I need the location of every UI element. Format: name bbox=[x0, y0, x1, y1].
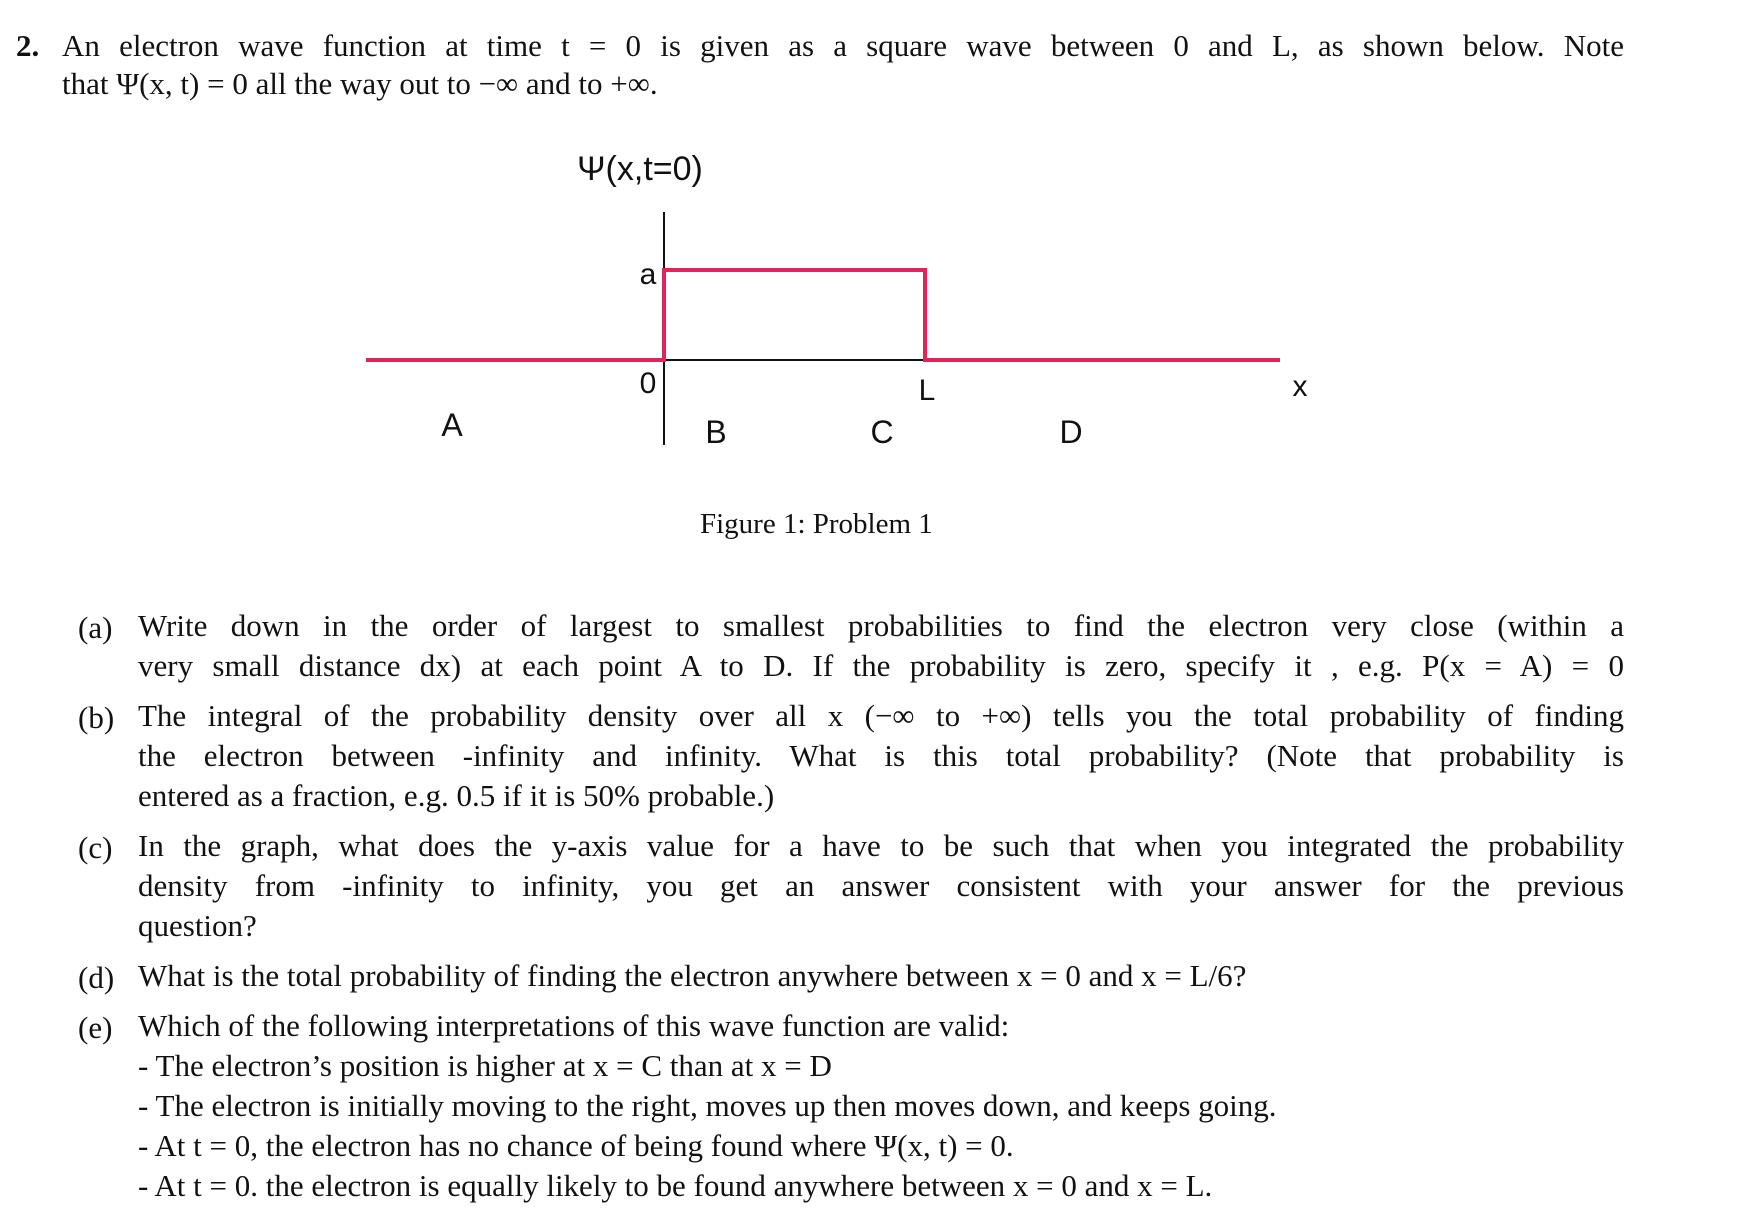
part-e-option-4: - At t = 0. the electron is equally likely to be found anywhere between x = 0 and x = L. bbox=[138, 1168, 1213, 1203]
part-e-line1: Which of the following interpretations of this wave function are valid: bbox=[138, 1008, 1010, 1043]
problem-number: 2. bbox=[16, 28, 40, 63]
tick-label-a: a bbox=[639, 258, 657, 291]
figure-ylabel: Ψ(x,t=0) bbox=[577, 150, 703, 188]
problem-statement-line1: An electron wave function at time t = 0 is given as a square wave between 0 and L, as shown below. Note bbox=[62, 28, 1624, 63]
part-b-label: (b) bbox=[78, 700, 115, 735]
part-b-line1: The integral of the probability density over all x (−∞ to +∞) tells you the total probability of finding bbox=[138, 698, 1624, 733]
point-label-C: C bbox=[870, 414, 894, 450]
part-e-label: (e) bbox=[78, 1010, 113, 1045]
part-c-label: (c) bbox=[78, 830, 113, 865]
square-wave-curve bbox=[366, 270, 1280, 360]
part-e-option-1: - The electron’s position is higher at x = C than at x = D bbox=[138, 1048, 832, 1083]
wave-function-figure bbox=[0, 120, 1758, 683]
part-d-line1: What is the total probability of finding the electron anywhere between x = 0 and x = L/6? bbox=[138, 958, 1247, 993]
part-b-line2: the electron between -infinity and infinity. What is this total probability? (Note that probability is bbox=[138, 738, 1624, 773]
part-e-option-3: - At t = 0, the electron has no chance of being found where Ψ(x, t) = 0. bbox=[138, 1128, 1014, 1163]
point-label-D: D bbox=[1059, 414, 1083, 450]
tick-label-0: 0 bbox=[639, 367, 657, 400]
point-label-B: B bbox=[705, 414, 727, 450]
figure-caption: Figure 1: Problem 1 bbox=[700, 508, 933, 540]
tick-label-L: L bbox=[918, 374, 936, 407]
part-e-option-2: - The electron is initially moving to the right, moves up then moves down, and keeps going. bbox=[138, 1088, 1277, 1123]
part-c-line1: In the graph, what does the y-axis value for a have to be such that when you integrated the probability bbox=[138, 828, 1624, 863]
point-label-A: A bbox=[441, 407, 463, 443]
part-a-label: (a) bbox=[78, 610, 113, 645]
part-b-line3: entered as a fraction, e.g. 0.5 if it is 50% probable.) bbox=[138, 778, 775, 813]
x-axis-label: x bbox=[1292, 370, 1308, 403]
problem-statement-line2: that Ψ(x, t) = 0 all the way out to −∞ and to +∞. bbox=[62, 66, 658, 101]
part-c-line3: question? bbox=[138, 908, 257, 943]
part-a-line2: very small distance dx) at each point A to D. If the probability is zero, specify it , e.g. P(x = A) = 0 bbox=[138, 648, 1624, 683]
part-c-line2: density from -infinity to infinity, you get an answer consistent with your answer for the previous bbox=[138, 868, 1624, 903]
part-a-line1: Write down in the order of largest to smallest probabilities to find the electron very close (within a bbox=[138, 608, 1624, 643]
part-d-label: (d) bbox=[78, 960, 115, 995]
